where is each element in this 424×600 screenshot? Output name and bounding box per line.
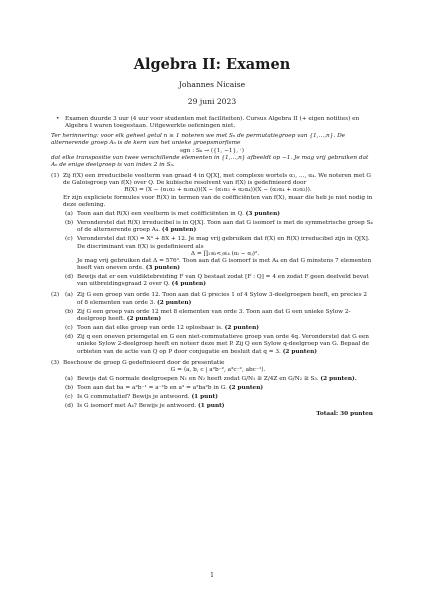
points: (4 punten) bbox=[161, 227, 197, 234]
points: (2 punten) bbox=[282, 348, 318, 355]
sub-text-after: Je mag vrij gebruiken dat Δ = 576². Toon aan dat G isomorf is met A₄ en dat G minstens 7 elementen heeft van oneven orde. bbox=[77, 257, 372, 271]
sub-label: (d) bbox=[65, 403, 74, 410]
total-points: Totaal: 30 punten bbox=[316, 410, 373, 417]
page-title: Algebra II: Examen bbox=[133, 56, 291, 73]
sub-label: (a) bbox=[65, 292, 73, 299]
formula: Δ = ∏₁≤ᵢ<ⱼ≤₄ (αᵢ − αⱼ)². bbox=[190, 250, 260, 257]
sub-text: Zij q een oneven priemgetal en G een niet-commutatieve groep van orde 4q. Veronderstel dat G een unieke Sylow 2-deelgroep heeft en noteer deze met P. Zij Q een Sylow q-deelgroep van G. Bepaal de orbieten van de actie van Q op P door conjugatie en besluit dat q = 3. bbox=[77, 334, 370, 355]
sub-text: Toon aan dat elke groep van orde 12 oplosbaar is. bbox=[77, 325, 223, 332]
subquestion-1a bbox=[63, 211, 373, 218]
question-1 bbox=[51, 173, 373, 288]
question-2 bbox=[51, 292, 373, 355]
points: (2 punten). bbox=[320, 376, 357, 382]
exam-date: 29 juni 2023 bbox=[187, 97, 237, 106]
sub-text: Zij G een groep van orde 12 met 8 elementen van orde 3. Toon aan dat G een unieke Sylow 2-deelgroep heeft. bbox=[77, 308, 351, 322]
question-intro: Zij f(X) een irreducibele veelterm van graad 4 in Q[X], met complexe wortels α₁, …, α₄. We noteren met G de Galoisgroep van f(X) over Q. De kubische resolvent van f(X) is gedefinieerd door bbox=[63, 173, 371, 187]
points: (4 punten) bbox=[171, 281, 206, 288]
subquestion-1b bbox=[63, 220, 373, 234]
sub-text: Toon aan dat R(X) een veelterm is met coëfficiënten in Q. bbox=[77, 210, 244, 217]
sub-text: Is G commutatief? Bewijs je antwoord. bbox=[77, 394, 190, 401]
sub-label: (c) bbox=[65, 325, 73, 332]
points: (1 punt) bbox=[198, 403, 225, 410]
sub-label: (a) bbox=[65, 210, 73, 217]
points: (3 punten) bbox=[145, 264, 181, 271]
subquestion-1c bbox=[63, 236, 373, 272]
subquestion-2a bbox=[63, 292, 373, 306]
subquestion-1d bbox=[63, 274, 373, 288]
sub-label: (d) bbox=[65, 334, 74, 341]
subquestion-3d bbox=[63, 403, 373, 410]
question-number: (1) bbox=[51, 173, 60, 180]
points: (3 punten) bbox=[245, 210, 280, 217]
formula: R(X) = (X − (α₁α₂ + α₃α₄))(X − (α₁α₃ + α₂α₄))(X − (α₁α₄ + α₂α₃)). bbox=[124, 187, 312, 194]
subquestion-3a bbox=[63, 376, 373, 383]
sub-text: Veronderstel dat f(X) = X⁴ + 8X + 12. Je mag vrij gebruiken dat f(X) en R(X) irreducibel zijn in Q[X]. De discriminant van f(X) is gedefinieerd als bbox=[77, 236, 370, 250]
subquestion-3b bbox=[63, 385, 373, 392]
sub-label: (b) bbox=[65, 385, 74, 392]
points: (2 punten) bbox=[228, 385, 264, 392]
sub-text: Bewijs dat G normale deelgroepen N₁ en N₂ heeft zodat G/N₁ ≅ Z/4Z en G/N₂ ≅ S₃. bbox=[77, 376, 319, 382]
sub-text: Zij G een groep van orde 12. Toon aan dat G precies 1 of 4 Sylow 3-deelgroepen heeft, en precies 2 of 8 elementen van orde 3. bbox=[77, 292, 368, 306]
sub-text: Veronderstel dat R(X) irreducibel is in Q[X]. Toon aan dat G isomorf is met de symmetrische groep S₄ of de alternerende groep A₄. bbox=[77, 220, 373, 234]
bullet-icon: • bbox=[56, 116, 60, 122]
points: (1 punt) bbox=[191, 394, 218, 401]
sub-text: Is G isomorf met A₄? Bewijs je antwoord. bbox=[77, 403, 197, 410]
subquestion-2c bbox=[63, 325, 373, 332]
points: (2 punten) bbox=[224, 325, 259, 332]
reminder-after: dat elke transpositie van twee verschillende elementen in {1,…,n} afbeeldt op −1. Je mag vrij gebruiken dat Aₙ de enige deelgroep is van index 2 in Sₙ. bbox=[51, 154, 369, 168]
author: Johannes Nicaise bbox=[178, 80, 246, 89]
question-number: (3) bbox=[51, 359, 60, 366]
question-middle: Er zijn expliciete formules voor R(X) in termen van de coëfficiënten van f(X), maar die heb je niet nodig in deze oefening. bbox=[63, 194, 373, 208]
sub-label: (b) bbox=[65, 220, 74, 227]
sub-label: (c) bbox=[65, 394, 73, 401]
question-number: (2) bbox=[51, 292, 60, 299]
question-3 bbox=[51, 360, 373, 411]
reminder-text: Ter herinnering: voor elk geheel getal n ≥ 1 noteren we met Sₙ de permutatiegroep van {1,…,n}. De alternerende groep Aₙ is de kern van het unieke groepsmorfisme bbox=[51, 133, 346, 147]
reminder-formula: sgn : Sₙ → ({1, −1}, ·) bbox=[180, 147, 244, 154]
sub-label: (d) bbox=[65, 274, 74, 281]
sub-text: Toon aan dat ba = a²b⁻¹ = a⁻¹b en a³ = a²ba²b in G. bbox=[77, 385, 227, 392]
sub-label: (c) bbox=[65, 236, 73, 243]
sub-label: (a) bbox=[65, 376, 73, 382]
subquestion-2d bbox=[63, 334, 373, 355]
page-number: 1 bbox=[210, 572, 214, 579]
exam-body bbox=[51, 116, 373, 418]
rules-text: Examen duurde 3 uur (4 uur voor studenten met faciliteiten). Cursus Algebra II (+ eigen notities) en Algebra I waren toegestaan. Uitgewerkte oefeningen niet. bbox=[65, 116, 360, 130]
subquestion-3c bbox=[63, 394, 373, 401]
sub-text: Bewijs dat er een vuldiktebreiding F van Q bestaat zodat [F : Q] = 4 en zodat F geen deelveld bevat van uitbreidingsgraad 2 over Q. bbox=[77, 274, 369, 288]
sub-label: (b) bbox=[65, 308, 74, 315]
intro-rules bbox=[51, 116, 373, 130]
subquestion-2b bbox=[63, 309, 373, 323]
points: (2 punten) bbox=[126, 315, 162, 322]
formula: G = ⟨a, b, c | a²b⁻², a³c⁻², abc⁻¹⟩. bbox=[170, 366, 266, 373]
question-intro: Beschouw de groep G gedefinieerd door de presentatie bbox=[63, 359, 225, 366]
points: (2 punten) bbox=[157, 299, 192, 306]
